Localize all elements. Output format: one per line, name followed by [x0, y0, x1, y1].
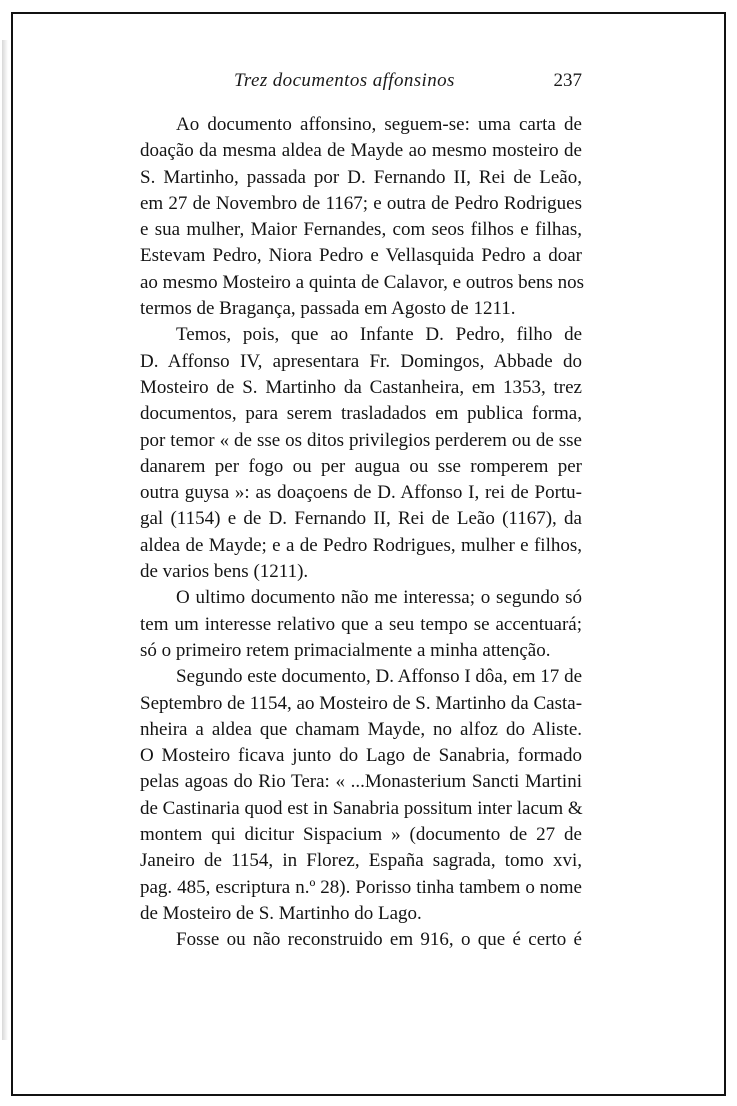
running-title: Trez documentos affonsinos	[234, 70, 455, 91]
text-line: Estevam Pedro, Niora Pedro e Vellasquida Pedro a doar	[140, 245, 582, 267]
text-line: montem qui dicitur Sispacium » (documento de 27 de	[140, 824, 582, 846]
text-line: em 27 de Novembro de 1167; e outra de Pedro Rodrigues	[140, 192, 582, 214]
text-line: só o primeiro retem primacialmente a minha attenção.	[140, 639, 551, 661]
paragraph	[104, 664, 582, 927]
text-line: Mosteiro de S. Martinho da Castanheira, em 1353, trez	[140, 376, 582, 398]
text-line: tem um interesse relativo que a seu tempo se accentuará;	[140, 613, 582, 635]
text-line: O Mosteiro ficava junto do Lago de Sanabria, formado	[140, 745, 582, 767]
text-line: de Mosteiro de S. Martinho do Lago.	[140, 902, 422, 924]
paragraph	[104, 322, 582, 585]
text-line: Septembro de 1154, ao Mosteiro de S. Martinho da Casta-	[140, 692, 583, 714]
text-line: Fosse ou não reconstruido em 916, o que é certo é	[176, 929, 582, 951]
paragraph	[104, 585, 582, 664]
text-line: Segundo este documento, D. Affonso I dôa, em 17 de	[176, 666, 582, 688]
text-line: de Castinaria quod est in Sanabria possitum inter lacum &	[140, 797, 583, 819]
text-line: pag. 485, escriptura n.º 28). Porisso tinha tambem o nome	[140, 876, 582, 898]
text-line: Janeiro de 1154, in Florez, España sagrada, tomo xvi,	[140, 850, 582, 872]
text-line: pelas agoas do Rio Tera: « ...Monasterium Sancti Martini	[140, 771, 582, 793]
text-line: danarem per fogo ou per augua ou sse romperem per	[140, 455, 582, 477]
text-line: ao mesmo Mosteiro a quinta de Calavor, e outros bens nos	[140, 271, 585, 293]
paragraph	[104, 927, 582, 953]
text-line: Temos, pois, que ao Infante D. Pedro, filho de	[176, 324, 582, 346]
text-line: nheira a aldea que chamam Mayde, no alfoz do Aliste.	[140, 718, 582, 740]
text-line: por temor « de sse os ditos privilegios perderem ou de sse	[140, 429, 582, 451]
text-line: S. Martinho, passada por D. Fernando II, Rei de Leão,	[140, 166, 582, 188]
paragraph	[104, 112, 585, 322]
text-line: termos de Bragança, passada em Agosto de 1211.	[140, 298, 516, 320]
text-line: e sua mulher, Maior Fernandes, com seos filhos e filhas,	[140, 219, 582, 241]
scan-edge-shadow	[2, 40, 8, 1040]
text-line: doação da mesma aldea de Mayde ao mesmo mosteiro de	[140, 140, 582, 162]
text-line: de varios bens (1211).	[140, 561, 309, 583]
text-line: D. Affonso IV, apresentara Fr. Domingos, Abbade do	[140, 350, 582, 372]
text-line: gal (1154) e de D. Fernando II, Rei de Leão (1167), da	[140, 508, 582, 530]
running-head	[104, 70, 582, 94]
body-text	[104, 112, 585, 954]
page-number: 237	[553, 70, 582, 91]
text-line: aldea de Mayde; e a de Pedro Rodrigues, mulher e filhos,	[140, 534, 582, 556]
text-line: Ao documento affonsino, seguem-se: uma carta de	[176, 114, 582, 135]
text-line: O ultimo documento não me interessa; o segundo só	[176, 587, 582, 609]
text-line: outra guysa »: as doaçoens de D. Affonso I, rei de Portu-	[140, 482, 582, 504]
text-line: documentos, para serem trasladados em publica forma,	[140, 403, 582, 425]
